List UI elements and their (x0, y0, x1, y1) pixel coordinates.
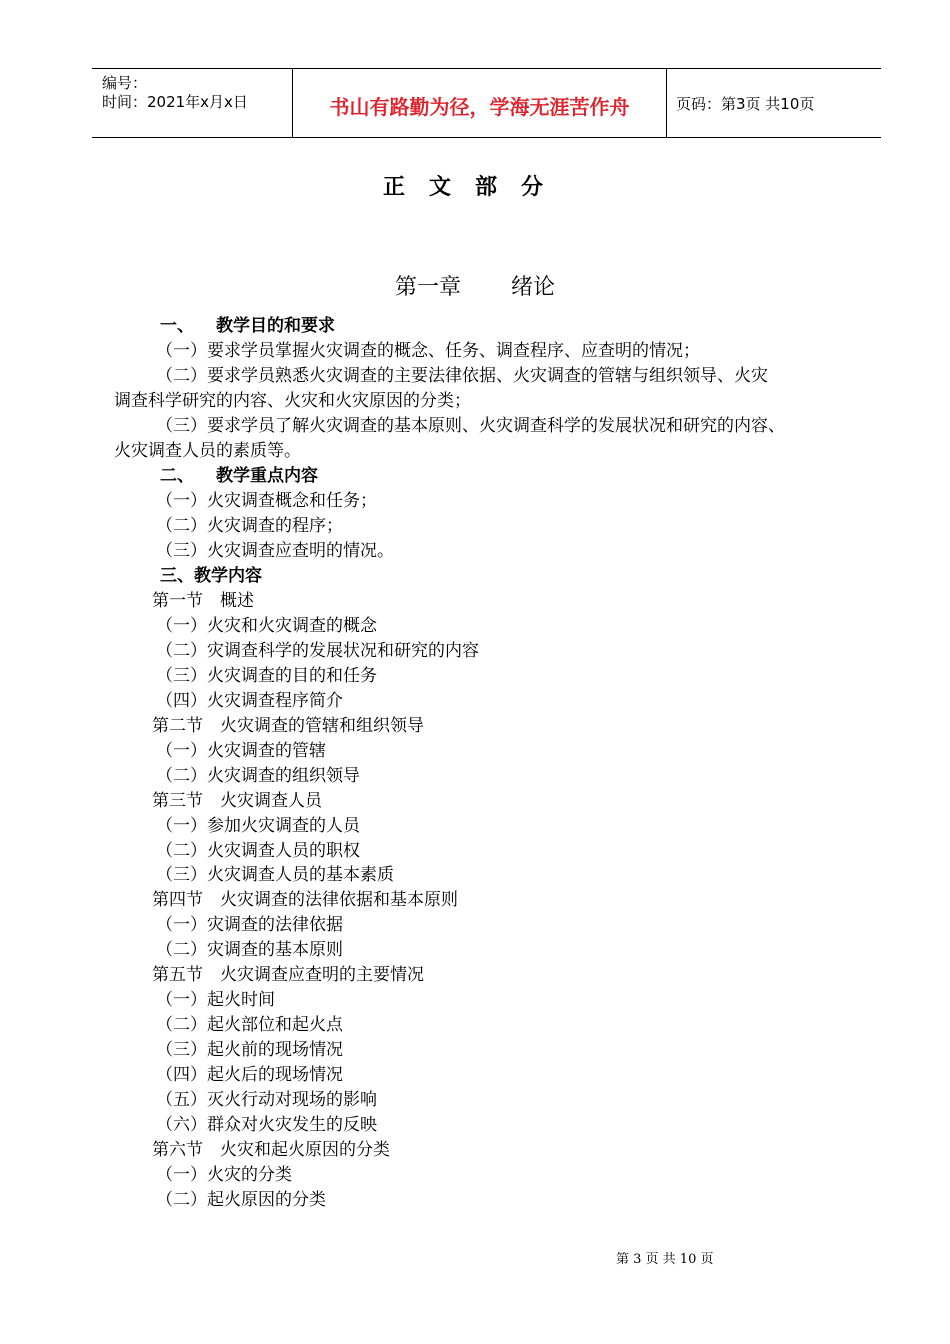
list-item: （一）起火时间 (156, 990, 275, 1011)
section2-item: （三）火灾调查应查明的情况。 (156, 541, 394, 561)
header-left-cell (92, 69, 292, 137)
section2-heading (160, 461, 318, 486)
list-item: （二）火灾调查的组织领导 (156, 765, 360, 786)
section-title: 第四节 火灾调查的法律依据和基本原则 (152, 890, 458, 911)
list-item: （一）火灾和火灾调查的概念 (156, 615, 377, 636)
number-label: 编号： (102, 74, 148, 92)
section1-heading-num: 一、 (160, 316, 194, 336)
section1-heading (160, 311, 335, 336)
list-item: （三）火灾调查人员的基本素质 (156, 865, 394, 886)
list-item: （六）群众对火灾发生的反映 (156, 1114, 377, 1135)
section1-p3b: 火灾调查人员的素质等。 (114, 441, 301, 461)
section1-p3a: （三）要求学员了解火灾调查的基本原则、火灾调查科学的发展状况和研究的内容、 (156, 416, 785, 436)
section1-p1: （一）要求学员掌握火灾调查的概念、任务、调查程序、应查明的情况； (156, 341, 700, 361)
header-right-cell (666, 69, 881, 137)
section2-heading-num: 二、 (160, 466, 194, 486)
section3-heading: 三、教学内容 (160, 566, 262, 586)
list-item: （二）火灾调查人员的职权 (156, 840, 360, 861)
list-item: （三）火灾调查的目的和任务 (156, 665, 377, 686)
list-item: （一）灾调查的法律依据 (156, 915, 343, 936)
list-item: （四）起火后的现场情况 (156, 1065, 343, 1086)
section1-p2b: 调查科学研究的内容、火灾和火灾原因的分类； (114, 391, 471, 411)
chapter-heading (0, 270, 950, 301)
list-item: （二）起火部位和起火点 (156, 1015, 343, 1036)
header-middle-cell (292, 69, 667, 137)
list-item: （一）火灾的分类 (156, 1164, 292, 1185)
section2-heading-text: 教学重点内容 (216, 466, 318, 486)
list-item: （三）起火前的现场情况 (156, 1040, 343, 1061)
section1-heading-text: 教学目的和要求 (216, 316, 335, 336)
chapter-name: 绪论 (511, 275, 556, 300)
section-title: 第六节 火灾和起火原因的分类 (152, 1139, 390, 1160)
chapter-number: 第一章 (394, 275, 461, 300)
section2-item: （一）火灾调查概念和任务； (156, 491, 377, 511)
list-item: （二）灾调查科学的发展状况和研究的内容 (156, 640, 479, 661)
time-label: 时间：2021年x月x日 (102, 93, 248, 111)
list-item: （一）参加火灾调查的人员 (156, 815, 360, 836)
document-header (92, 68, 881, 138)
list-item: （二）起火原因的分类 (156, 1189, 326, 1210)
page-code: 页码：第3页 共10页 (676, 95, 815, 113)
page-title: 正文部分 (382, 175, 567, 200)
section-title: 第一节 概述 (152, 591, 254, 611)
section1-p2a: （二）要求学员熟悉火灾调查的主要法律依据、火灾调查的管辖与组织领导、火灾 (156, 366, 768, 386)
list-item: （四）火灾调查程序简介 (156, 690, 343, 711)
section-title: 第五节 火灾调查应查明的主要情况 (152, 965, 424, 986)
section2-item: （二）火灾调查的程序； (156, 516, 343, 536)
list-item: （一）火灾调查的管辖 (156, 740, 326, 761)
motto: 书山有路勤为径，学海无涯苦作舟 (329, 95, 630, 119)
page-footer: 第 3 页 共 10 页 (616, 1252, 714, 1267)
list-item: （二）灾调查的基本原则 (156, 940, 343, 961)
section-title: 第三节 火灾调查人员 (152, 790, 322, 811)
list-item: （五）灭火行动对现场的影响 (156, 1090, 377, 1110)
section-title: 第二节 火灾调查的管辖和组织领导 (152, 715, 424, 736)
